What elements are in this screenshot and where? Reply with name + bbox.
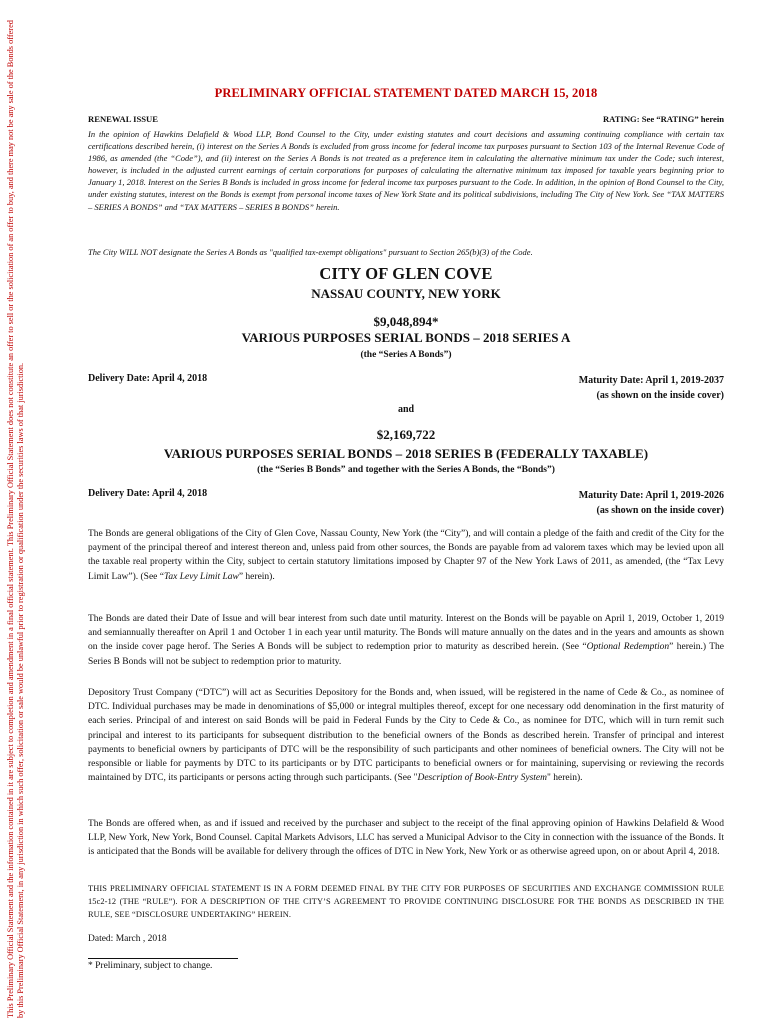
- preliminary-title: PRELIMINARY OFFICIAL STATEMENT DATED MARCH 15, 2018: [214, 86, 598, 100]
- series-b-title: VARIOUS PURPOSES SERIAL BONDS – 2018 SERIES B (FEDERALLY TAXABLE): [163, 446, 649, 461]
- series-a-subtitle: (the “Series A Bonds”): [360, 350, 452, 360]
- and-separator: and: [397, 404, 415, 415]
- footnote: * Preliminary, subject to change.: [88, 961, 213, 971]
- p3-text-b: " herein).: [547, 773, 583, 784]
- issuer-county: NASSAU COUNTY, NEW YORK: [311, 286, 501, 301]
- p1-text-b: ” herein).: [238, 571, 275, 582]
- series-a-dates: [88, 373, 724, 403]
- series-b-maturity: [579, 488, 724, 518]
- series-b-delivery-date: Delivery Date: April 4, 2018: [88, 488, 208, 499]
- series-a-title: VARIOUS PURPOSES SERIAL BONDS – 2018 SERIES A: [241, 330, 571, 345]
- p3-italic-ref: Description of Book-Entry System: [417, 773, 547, 784]
- series-b-dates: [88, 488, 724, 518]
- series-a-maturity-note: (as shown on the inside cover): [596, 390, 724, 401]
- issuer-name: CITY OF GLEN COVE: [319, 264, 493, 283]
- renewal-issue-label: RENEWAL ISSUE: [88, 114, 158, 124]
- rating-label: RATING: See “RATING” herein: [602, 114, 724, 124]
- header-row: [88, 114, 724, 124]
- p2-text-b: ” herein.) The Series B Bonds will not be subject to redemption prior to maturity.: [88, 642, 725, 667]
- dtc-paragraph: [88, 686, 724, 785]
- p2-italic-ref: Optional Redemption: [586, 642, 670, 653]
- footnote-rule: [88, 958, 238, 959]
- p2-text-a: The Bonds are dated their Date of Issue and will bear interest from such date until maturity. Interest on the Bonds will be payable on April 1, 2019, October 1, 2019 and semiannually thereafter on April 1 and October 1 in each year until maturity. The Bonds will mature annually on the dates and in the years and amounts as shown on the inside cover page herof. The Series A Bonds will be subject to redemption prior to maturity as described herein. (See “: [88, 614, 724, 653]
- series-b-maturity-date: Maturity Date: April 1, 2019-2026: [578, 490, 724, 501]
- offering-paragraph: The Bonds are offered when, as and if issued and received by the purchaser and subject to the receipt of the final approving opinion of Hawkins Delafield & Wood LLP, New York, New York, Bond Counsel. Capital Markets Advisors, LLC has served a Municipal Advisor to the City in connection with the issuance of the Bonds. It is anticipated that the Bonds will be available for delivery through the offices of DTC in New York, New York or as otherwise agreed upon, on or about April 4, 2018.: [88, 819, 724, 858]
- general-obligation-paragraph: [88, 527, 724, 584]
- p3-text-a: Depository Trust Company (“DTC”) will act as Securities Depository for the Bonds and, when issued, will be registered in the name of Cede & Co., as nominee of DTC. Individual purchases may be made in denominations of $5,000 or integral multiples thereof, except for one necessary odd denomination in the first maturity of each series. Principal of and interest on said Bonds will be paid in Federal Funds by the City to Cede & Co., as nominee for DTC, which will in turn remit such principal and interest to its participants for subsequent distribution to the beneficial owners of the Bonds as described herein. Transfer of principal and interest payments to beneficial owners by participants of DTC will be the responsibility of such participants and other nominees of beneficial owners. The City will not be responsible or liable for payments by DTC to its participants or by DTC participants to beneficial owners or for maintaining, supervising or reviewing the records maintained by DTC, its participants or persons acting through such participants. (See ": [88, 688, 724, 784]
- dated-line: Dated: March , 2018: [88, 934, 167, 944]
- tax-opinion-paragraph: In the opinion of Hawkins Delafield & Wood LLP, Bond Counsel to the City, under existing statutes and court decisions and assuming continuing compliance with certain tax certifications described herein, (i) interest on the Series A Bonds is excluded from gross income for federal income tax purposes pursuant to Section 103 of the Internal Revenue Code of 1986, as amended (the “Code”), and (ii) interest on the Series A Bonds is not treated as a preference item in calculating the alternative minimum tax under the Code; such interest, however, is included in the adjusted current earnings of certain corporations for purposes of calculating the alternative minimum tax imposed for taxable years beginning prior to January 1, 2018. Interest on the Series B Bonds is included in gross income for federal income tax purposes pursuant to the Code. In addition, in the opinion of Bond Counsel to the City, under existing statutes, interest on the Bonds is exempt from personal income taxes of New York State and its political subdivisions, including The City of New York. See “TAX MATTERS – SERIES A BONDS” and “TAX MATTERS – SERIES B BONDS” herein.: [88, 129, 724, 212]
- series-a-maturity: [579, 373, 724, 403]
- series-a-maturity-date: Maturity Date: April 1, 2019-2037: [578, 375, 724, 386]
- series-a-amount: $9,048,894*: [373, 314, 439, 329]
- dating-interest-paragraph: [88, 612, 724, 669]
- disclaimer-sidebar: This Preliminary Official Statement and the information contained in it are subject to completion and amendment in a final official statement. This Preliminary Official Statement does not constitute an offer to sell or the solicitation of an offer to buy, and there may not be any sale of the Bonds offered by this Preliminary Official Statement, in any jurisdiction in which such offer, solicitation or sale would be unlawful prior to registration or qualification under the securities laws of that jurisdiction.: [6, 20, 26, 1018]
- p1-text-a: The Bonds are general obligations of the City of Glen Cove, Nassau County, New York (the “City”), and will contain a pledge of the faith and credit of the City for the payment of the principal thereof and interest thereon and, unless paid from other sources, the Bonds are payable from ad valorem taxes which may be levied upon all the taxable real property within the City, subject to certain statutory limitations imposed by Chapter 97 of the New York Laws of 2011, as amended, (the “Tax Levy Limit Law”). (See “: [88, 529, 724, 582]
- bank-qualification-note: The City WILL NOT designate the Series A Bonds as "qualified tax-exempt obligations" pursuant to Section 265(b)(3) of the Code.: [88, 247, 533, 257]
- deemed-final-statement: THIS PRELIMINARY OFFICIAL STATEMENT IS IN A FORM DEEMED FINAL BY THE CITY FOR PURPOSES OF SECURITIES AND EXCHANGE COMMISSION RULE 15c2-12 (THE “RULE”). FOR A DESCRIPTION OF THE CITY’S AGREEMENT TO PROVIDE CONTINUING DISCLOSURE FOR THE BONDS AS DESCRIBED IN THE RULE, SEE “DISCLOSURE UNDERTAKING” HEREIN.: [88, 884, 724, 919]
- series-a-delivery-date: Delivery Date: April 4, 2018: [88, 373, 208, 384]
- series-b-maturity-note: (as shown on the inside cover): [596, 505, 724, 516]
- series-b-amount: $2,169,722: [376, 427, 436, 442]
- p1-italic-ref: Tax Levy Limit Law: [163, 571, 239, 582]
- series-b-subtitle: (the “Series B Bonds” and together with the Series A Bonds, the “Bonds”): [257, 465, 555, 475]
